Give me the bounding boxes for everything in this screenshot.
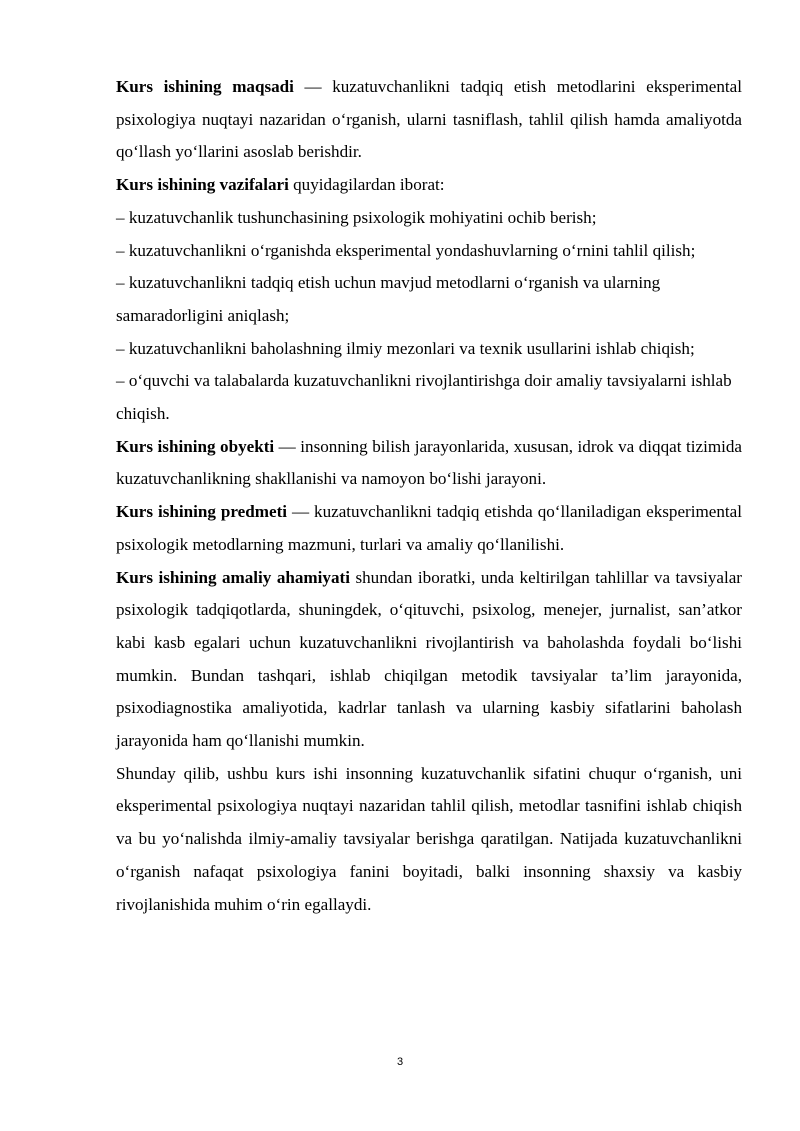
heading-ahamiyati: Kurs ishining amaliy ahamiyati <box>116 567 350 587</box>
task-item: – kuzatuvchanlikni tadqiq etish uchun mavjud metodlarni oʻrganish va ularning samaradorligini aniqlash; <box>116 273 661 325</box>
document-body <box>116 71 742 921</box>
paragraph-ahamiyati <box>116 562 742 758</box>
paragraph-predmeti <box>116 496 742 561</box>
task-item: – kuzatuvchanlik tushunchasining psixologik mohiyatini ochib berish; <box>116 207 597 227</box>
text-vazifalari: quyidagilardan iborat: <box>288 175 445 195</box>
heading-obyekti: Kurs ishining obyekti <box>116 436 275 456</box>
text-predmeti: — kuzatuvchanlikni tadqiq etishda qoʻllaniladigan eksperimental psixologik metodlarning mazmuni, turlari va amaliy qoʻllanilishi. <box>116 502 742 554</box>
heading-maqsadi: Kurs ishining maqsadi <box>116 77 294 96</box>
paragraph-maqsadi <box>116 71 742 169</box>
task-item: – kuzatuvchanlikni oʻrganishda eksperimental yondashuvlarning oʻrnini tahlil qilish; <box>116 240 696 260</box>
paragraph-vazifalari <box>116 169 742 202</box>
paragraph-conclusion: Shunday qilib, ushbu kurs ishi insonning kuzatuvchanlik sifatini chuqur oʻrganish, uni eksperimental psixologiya nuqtayi nazaridan tahlil qilish, metodlar tasnifini ishlab chiqish va bu yoʻnalishda ilmiy-amaliy tavsiyalar berishga qaratilgan. Natijada kuzatuvchanlikni oʻrganish nafaqat psixologiya fanini boyitadi, balki insonning shaxsiy va kasbiy rivojlanishida muhim oʻrin egallaydi. <box>116 763 742 914</box>
page-number: 3 <box>396 1056 404 1068</box>
task-item: – kuzatuvchanlikni baholashning ilmiy mezonlari va texnik usullarini ishlab chiqish; <box>116 338 695 358</box>
text-maqsadi: — kuzatuvchanlikni tadqiq etish metodlarini eksperimental psixologiya nuqtayi nazaridan oʻrganish, ularni tasniflash, tahlil qilish hamda amaliyotda qoʻllash yoʻllarini asoslab berishdir. <box>116 77 742 162</box>
heading-predmeti: Kurs ishining predmeti <box>116 502 288 522</box>
paragraph-obyekti <box>116 431 742 496</box>
heading-vazifalari: Kurs ishining vazifalari <box>116 175 289 195</box>
text-obyekti: — insonning bilish jarayonlarida, xususan, idrok va diqqat tizimida kuzatuvchanlikning shakllanishi va namoyon boʻlishi jarayoni. <box>116 436 742 489</box>
text-ahamiyati: shundan iboratki, unda keltirilgan tahlillar va tavsiyalar psixologik tadqiqotlarda, shuningdek, oʻqituvchi, psixolog, menejer, jurnalist, san’atkor kabi kasb egalari uchun kuzatuvchanlikni rivojlantirish va baholashda foydali boʻlishi mumkin. Bundan tashqari, ishlab chiqilgan metodik tavsiyalar ta’lim jarayonida, psixodiagnostika amaliyotida, kadrlar tanlash va ularning kasbiy sifatlarini baholash jarayonida ham qoʻllanishi mumkin. <box>116 567 742 751</box>
task-item: – oʻquvchi va talabalarda kuzatuvchanlikni rivojlantirishga doir amaliy tavsiyalarni ishlab chiqish. <box>116 371 732 424</box>
